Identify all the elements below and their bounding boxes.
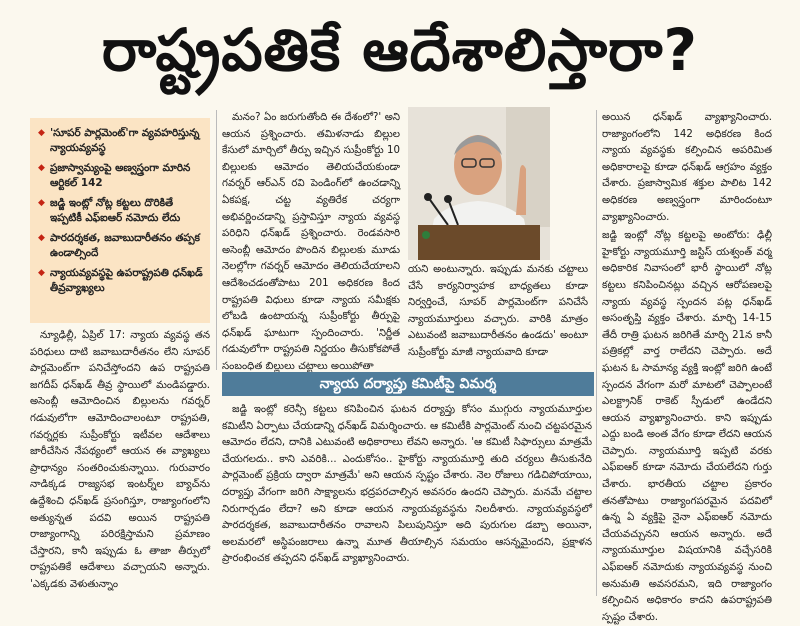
speaker-photo [408,107,550,260]
column-divider [596,110,597,596]
highlight-item: ◆ న్యాయవ్యవస్థపై ఉపరాష్ట్రపతి ధన్‌ఖడ్ తీవ్రవ్యాఖ్యలు [38,266,204,296]
article-column-3 [408,262,588,370]
highlights-box [30,118,210,323]
column-divider [216,110,217,370]
article-column-1 [30,328,210,596]
section-banner-title: న్యాయ దర్యాప్తు కమిటీపై విమర్శ [319,376,497,392]
article-paragraph: న్యూఢిల్లీ, ఏప్రిల్ 17: న్యాయ వ్యవస్థ తన పరిధులు దాటి జవాబుదారీతనం లేని సూపర్ పార్లమెంట్‌గా పనిచేస్తోందని ఉప రాష్ట్రపతి జగదీప్ ధన్‌ఖడ్ తీవ్ర స్థాయిలో మండిపడ్డారు. అసెంబ్లీ ఆమోదించిన బిల్లులను గవర్నర్ గడువులోగా ఆమోదించాలంటూ రాష్ట్రపతి, గవర్నర్లకు సుప్రీంకోర్టు ఇటీవల ఆదేశాలు జారీచేసిన నేపథ్యంలో ఆయన ఈ వ్యాఖ్యలు ప్రాధాన్యం సంతరించుకున్నాయి. గురువారం నాడిక్కడ రాజ్యసభ ఇంటర్న్‌ల బ్యాచ్‌ను ఉద్దేశించి ధన్‌ఖడ్ ప్రసంగిస్తూ, రాజ్యాంగంలోని అత్యున్నత పదవి అయిన రాష్ట్రపతి రాజ్యాంగాన్ని పరిరక్షిస్తామని ప్రమాణం చేస్తారని, కానీ ఇప్పుడు ఓ తాజా తీర్పులో రాష్ట్రపతికే ఆదేశాలు వచ్చాయని అన్నారు. 'ఎక్కడకు వెళుతున్నాం [30,330,210,590]
highlight-item: ◆ జడ్జి ఇంట్లో నోట్ల కట్టలు దొరికితే ఇప్పటికీ ఎఫ్ఐఆర్ నమోదు లేదు [38,196,204,226]
article-paragraph: అయిన ధన్‌ఖడ్ వ్యాఖ్యానించారు. రాజ్యాంగంలోని 142 అధికరణ కింద న్యాయ వ్యవస్థకు కల్పించిన అపరిమిత అధికారాలపై కూడా ధన్‌ఖడ్ ఆగ్రహం వ్యక్తం చేశారు. ప్రజాస్వామిక శక్తుల పాలిట 142 అధికరణ అణ్వస్త్రంగా మారిందంటూ వ్యాఖ్యానించారు. [602,112,772,223]
article-column-4 [602,110,772,623]
highlight-item: ◆ ప్రజాస్వామ్యంపై అణ్వస్త్రంగా మారిన ఆర్టికల్ 142 [38,161,204,191]
article-paragraph: జడ్జి ఇంట్లో కరెన్సీ కట్టలు కనిపించిన ఘటన దర్యాప్తు కోసం ముగ్గురు న్యాయమూర్తుల కమిటీని ఏర్పాటు చేయడాన్ని ధన్‌ఖడ్ విమర్శించారు. ఆ కమిటీకి పార్లమెంట్ నుంచి చట్టపరమైన ఆమోదం లేదని, దానికి ఎటువంటి అధికారాలు లేవని అన్నారు. 'ఆ కమిటీ సిఫార్సులు మాత్రమే చేయగలదు.. కాని ఎవరికి... ఎందుకోసం.. హైకోర్టు న్యాయమూర్తి తుది చర్యలు తీసుకునేది పార్లమెంట్ ప్రక్రియ ద్వారా మాత్రమే' అని ఆయన స్పష్టం చేశారు. నెల రోజులు గడిచిపోయాయి, దర్యాప్తు వేగంగా జరిగి సాక్ష్యాలను భద్రపరచాల్సిన అవసరం ఉందని చెప్పారు. మనమే చట్టాల నిరుగార్చడం లేదా? అని కూడా ఆయన న్యాయవ్యవస్థను నిలదీశారు. న్యాయవ్యవస్థలో పారదర్శకత, జవాబుదారీతనం రావాలని పిలుపునిస్తూ అది పురుగుల డబ్బా అయినా, అలమరలో అస్థిపంజరాలు ఉన్నా మూత తీయాల్సిన సమయం ఆసన్నమైందని, ప్రక్షాళన ప్రారంభించక తప్పదని ధన్‌ఖడ్ వ్యాఖ్యానించారు. [222,404,592,565]
highlight-item: ◆ 'సూపర్ పార్లమెంట్'గా వ్యవహరిస్తున్న న్యాయవ్యవస్థ [38,126,204,156]
article-paragraph: జడ్జి ఇంట్లో నోట్ల కట్టలపై అంటోరు: ఢిల్లీ హైకోర్టు న్యాయమూర్తి జస్టిస్ యశ్వంత్ వర్మ అధికారిక నివాసంలో భారీ స్థాయిలో నోట్ల కట్టలు కనిపించినట్లు వచ్చిన ఆరోపణలపై న్యాయ వ్యవస్థ స్పందన పట్ల ధన్‌ఖడ్ అసంతృప్తి వ్యక్తం చేశారు. మార్చి 14-15 తేదీ రాత్రి ఘటన జరిగితే మార్చి 21న కానీ పత్రికల్లో వార్త రాలేదని చెప్పారు. అదే ఘటన ఓ సామాన్య వ్యక్తి ఇంట్లో జరిగి ఉంటే స్పందన వేగంగా మరో మాటలో చెప్పాలంటే ఎలక్ట్రానిక్ రాకెట్ స్పీడులో ఉండేదని ఆయన వ్యాఖ్యానించారు. కాని ఇప్పుడు ఎద్దు బండి అంత వేగం కూడా లేదని ఆయన చెప్పారు. న్యాయమూర్తి ఇప్పటి వరకు ఎఫ్ఐఆర్ కూడా నమోదు చేయలేదని గుర్తు చేశారు. భారతీయ చట్టాల ప్రకారం తనతోపాటు రాజ్యాంగపరమైన పదవిలో ఉన్న ఏ వ్యక్తిపై నైనా ఎఫ్ఐఆర్ నమోదు చేయవచ్చునని ఆయన అన్నారు. అదే న్యాయమూర్తుల విషయానికి వచ్చేసరికి ఎఫ్ఐఆర్ నమోదుకు న్యాయవ్యవస్థ నుంచి అనుమతి అవసరమని, ఇది రాజ్యాంగం కల్పించిన అధికారం కాదని ఉపరాష్ట్రపతి స్పష్టం చేశారు. [602,230,772,623]
article-column-5 [222,402,592,596]
headline-text: రాష్ట్రపతికే ఆదేశాలిస్తారా? [101,16,699,84]
highlight-item: ◆ పారదర్శకత, జవాబుదారీతనం తప్పక ఉండాల్సిందే [38,231,204,261]
article-column-2 [222,110,400,370]
section-banner [222,372,594,396]
speaker-photo-illustration [408,107,550,260]
headline [0,0,800,106]
article-paragraph: యని అంటున్నారు. ఇప్పుడు మనకు చట్టాలు చేసే కార్యనిర్వాహక బాధ్యతలు కూడా నిర్వర్తించే, సూపర్ పార్లమెంట్‌గా పనిచేసే న్యాయమూర్తులు వచ్చారు. వారికి మాత్రం ఎటువంటి జవాబుదారీతనం ఉండదు' అంటూ సుప్రీంకోర్టు మాజీ న్యాయవాది కూడా [408,264,588,358]
article-paragraph: మనం? ఏం జరుగుతోంది ఈ దేశంలో?' అని ఆయన ప్రశ్నించారు. తమిళనాడు బిల్లుల కేసులో మార్చిలో తీర్పు ఇచ్చిన సుప్రీంకోర్టు 10 బిల్లులకు ఆమోదం తెలియచేయకుండా గవర్నర్ ఆర్ఎన్ రవి పెండింగ్‌లో ఉంచడాన్ని ఏకపక్ష, చట్ట వ్యతిరేక చర్యగా అభివర్ణించడాన్ని ప్రస్తావిస్తూ న్యాయ వ్యవస్థ పరిధిని ధన్‌ఖడ్ ప్రశ్నించారు. రెండవసారి అసెంబ్లీ ఆమోదం పొందిన బిల్లులకు మూడు నెలల్లోగా గవర్నర్ ఆమోదం తెలియచేయాలని ఆదేశించడంతోపాటు 201 అధికరణ కింద రాష్ట్రపతి విధులు కూడా న్యాయ సమీక్షకు లోబడి ఉంటాయన్న సుప్రీంకోర్టు తీర్పుపై ధన్‌ఖడ్ ఘాటుగా స్పందించారు. 'నిర్ణీత గడువులోగా రాష్ట్రపతి నిర్ణయం తీసుకోకపోతే సంబంధిత బిల్లులు చట్టాలు అయిపోతా [222,112,400,372]
